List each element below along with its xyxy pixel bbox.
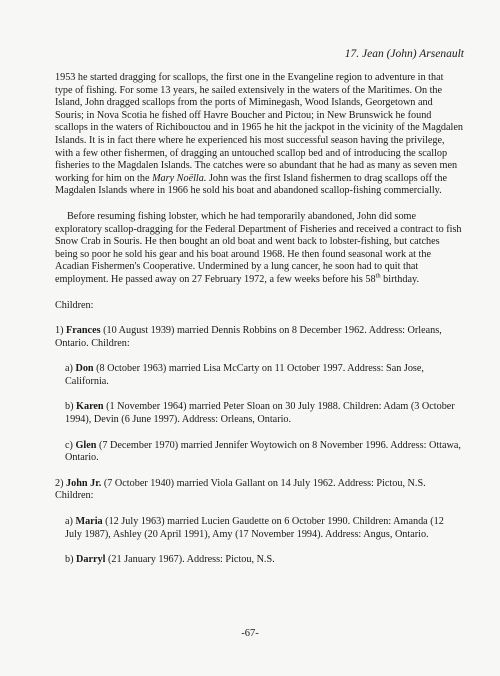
entry-prefix: 2): [55, 477, 67, 489]
entry-prefix: 1): [55, 325, 67, 337]
grandchild-details: (12 July 1963) married Lucien Gaudette on 6 October 1990. Children: Amanda (12 July 1987), Ashley (20 April 1991), Amy (17 November 1994). Address: Angus, Ontario.: [65, 516, 444, 540]
paragraph-text: John was the first Island fishermen to drag scallops off the Magdalen Islands where in 1966 he sold his boat and abandoned scallop-fishing commercially.: [55, 172, 447, 197]
grandchild-entry-darryl: [65, 554, 463, 567]
children-heading: Children:: [55, 299, 94, 311]
grandchildren-frances: [65, 363, 463, 465]
grandchild-entry-glen: [65, 440, 463, 465]
paragraph-text: 1953 he started dragging for scallops, the first one in the Evangeline region to adventure in that type of fishing. For some 13 years, he sailed extensively in the waters of the Maritimes. On the Island, John dragged scallops from the ports of Miminegash, Wood Islands, Georgetown and Souris; in Nova Scotia he fished off Havre Boucher and Pictou; in New Brunswick he found scallops in the waters of Richibouctou and in 1965 he hit the jackpot in the vicinity of the Magdalen Islands. It is in fact there where he experienced his most successful season having the privilege, with a few other fishermen, of dragging an untouched scallop bed and of introducing the scallop fisheries to the Magdalen Islands. The catches were so abundant that he had as many as seven men working for him on the: [55, 72, 463, 184]
entry-prefix: b): [65, 401, 77, 413]
grandchild-details: (1 November 1964) married Peter Sloan on 30 July 1988. Children: Adam (3 October 1994), Devin (6 June 1997). Address: Orleans, Ontario.: [65, 401, 455, 426]
paragraph-text: Before resuming fishing lobster, which he had temporarily abandoned, John did some exploratory scallop-dragging for the Federal Department of Fisheries and received a contract to fish Snow Crab in Souris. He then bought an old boat and went back to lobster-fishing, but catches being so poor he sold his gear and his boat around 1968. He then found seasonal work at the Acadian Fishermen's Cooperative. Undermined by a lung cancer, he soon had to quit that employment. He passed away on 27 February 1972, a few weeks before his 58: [55, 210, 462, 285]
child-entry-john-jr: [55, 478, 463, 503]
paragraph-scallop-fishing: [55, 72, 463, 198]
grandchild-name: Don: [75, 363, 94, 375]
grandchild-name: Karen: [76, 401, 104, 413]
child-name: Frances: [66, 325, 101, 337]
chapter-header: 17. Jean (John) Arsenault: [344, 48, 464, 60]
child-details: (7 October 1940) married Viola Gallant on 14 July 1962. Address: Pictou, N.S. Children:: [55, 477, 426, 502]
document-body: [55, 72, 463, 580]
child-details: (10 August 1939) married Dennis Robbins on 8 December 1962. Address: Orleans, Ontario. Children:: [55, 325, 442, 349]
grandchild-entry-don: [65, 363, 463, 388]
child-entry-frances: [55, 325, 463, 350]
entry-prefix: b): [65, 554, 77, 566]
grandchild-details: (8 October 1963) married Lisa McCarty on 11 October 1997. Address: San Jose, California.: [65, 363, 424, 387]
grandchild-name: Darryl: [76, 554, 106, 566]
paragraph-text: birthday.: [380, 273, 419, 285]
entry-prefix: c): [65, 439, 76, 451]
grandchild-entry-maria: [65, 516, 463, 541]
entry-prefix: a): [65, 363, 76, 375]
grandchild-details: (21 January 1967). Address: Pictou, N.S.: [105, 554, 275, 566]
grandchildren-john-jr: [65, 516, 463, 567]
paragraph-lobster-fishing: [55, 211, 463, 287]
child-name: John Jr.: [66, 477, 102, 489]
grandchild-details: (7 December 1970) married Jennifer Woytowich on 8 November 1996. Address: Ottawa, Ontario.: [65, 439, 461, 464]
boat-name: Mary Noëlla.: [152, 172, 207, 184]
grandchild-name: Maria: [75, 516, 103, 528]
ordinal-suffix: th: [375, 272, 381, 280]
entry-prefix: a): [65, 516, 76, 528]
grandchild-entry-karen: [65, 401, 463, 426]
page-number: -67-: [241, 628, 259, 639]
grandchild-name: Glen: [75, 439, 97, 451]
